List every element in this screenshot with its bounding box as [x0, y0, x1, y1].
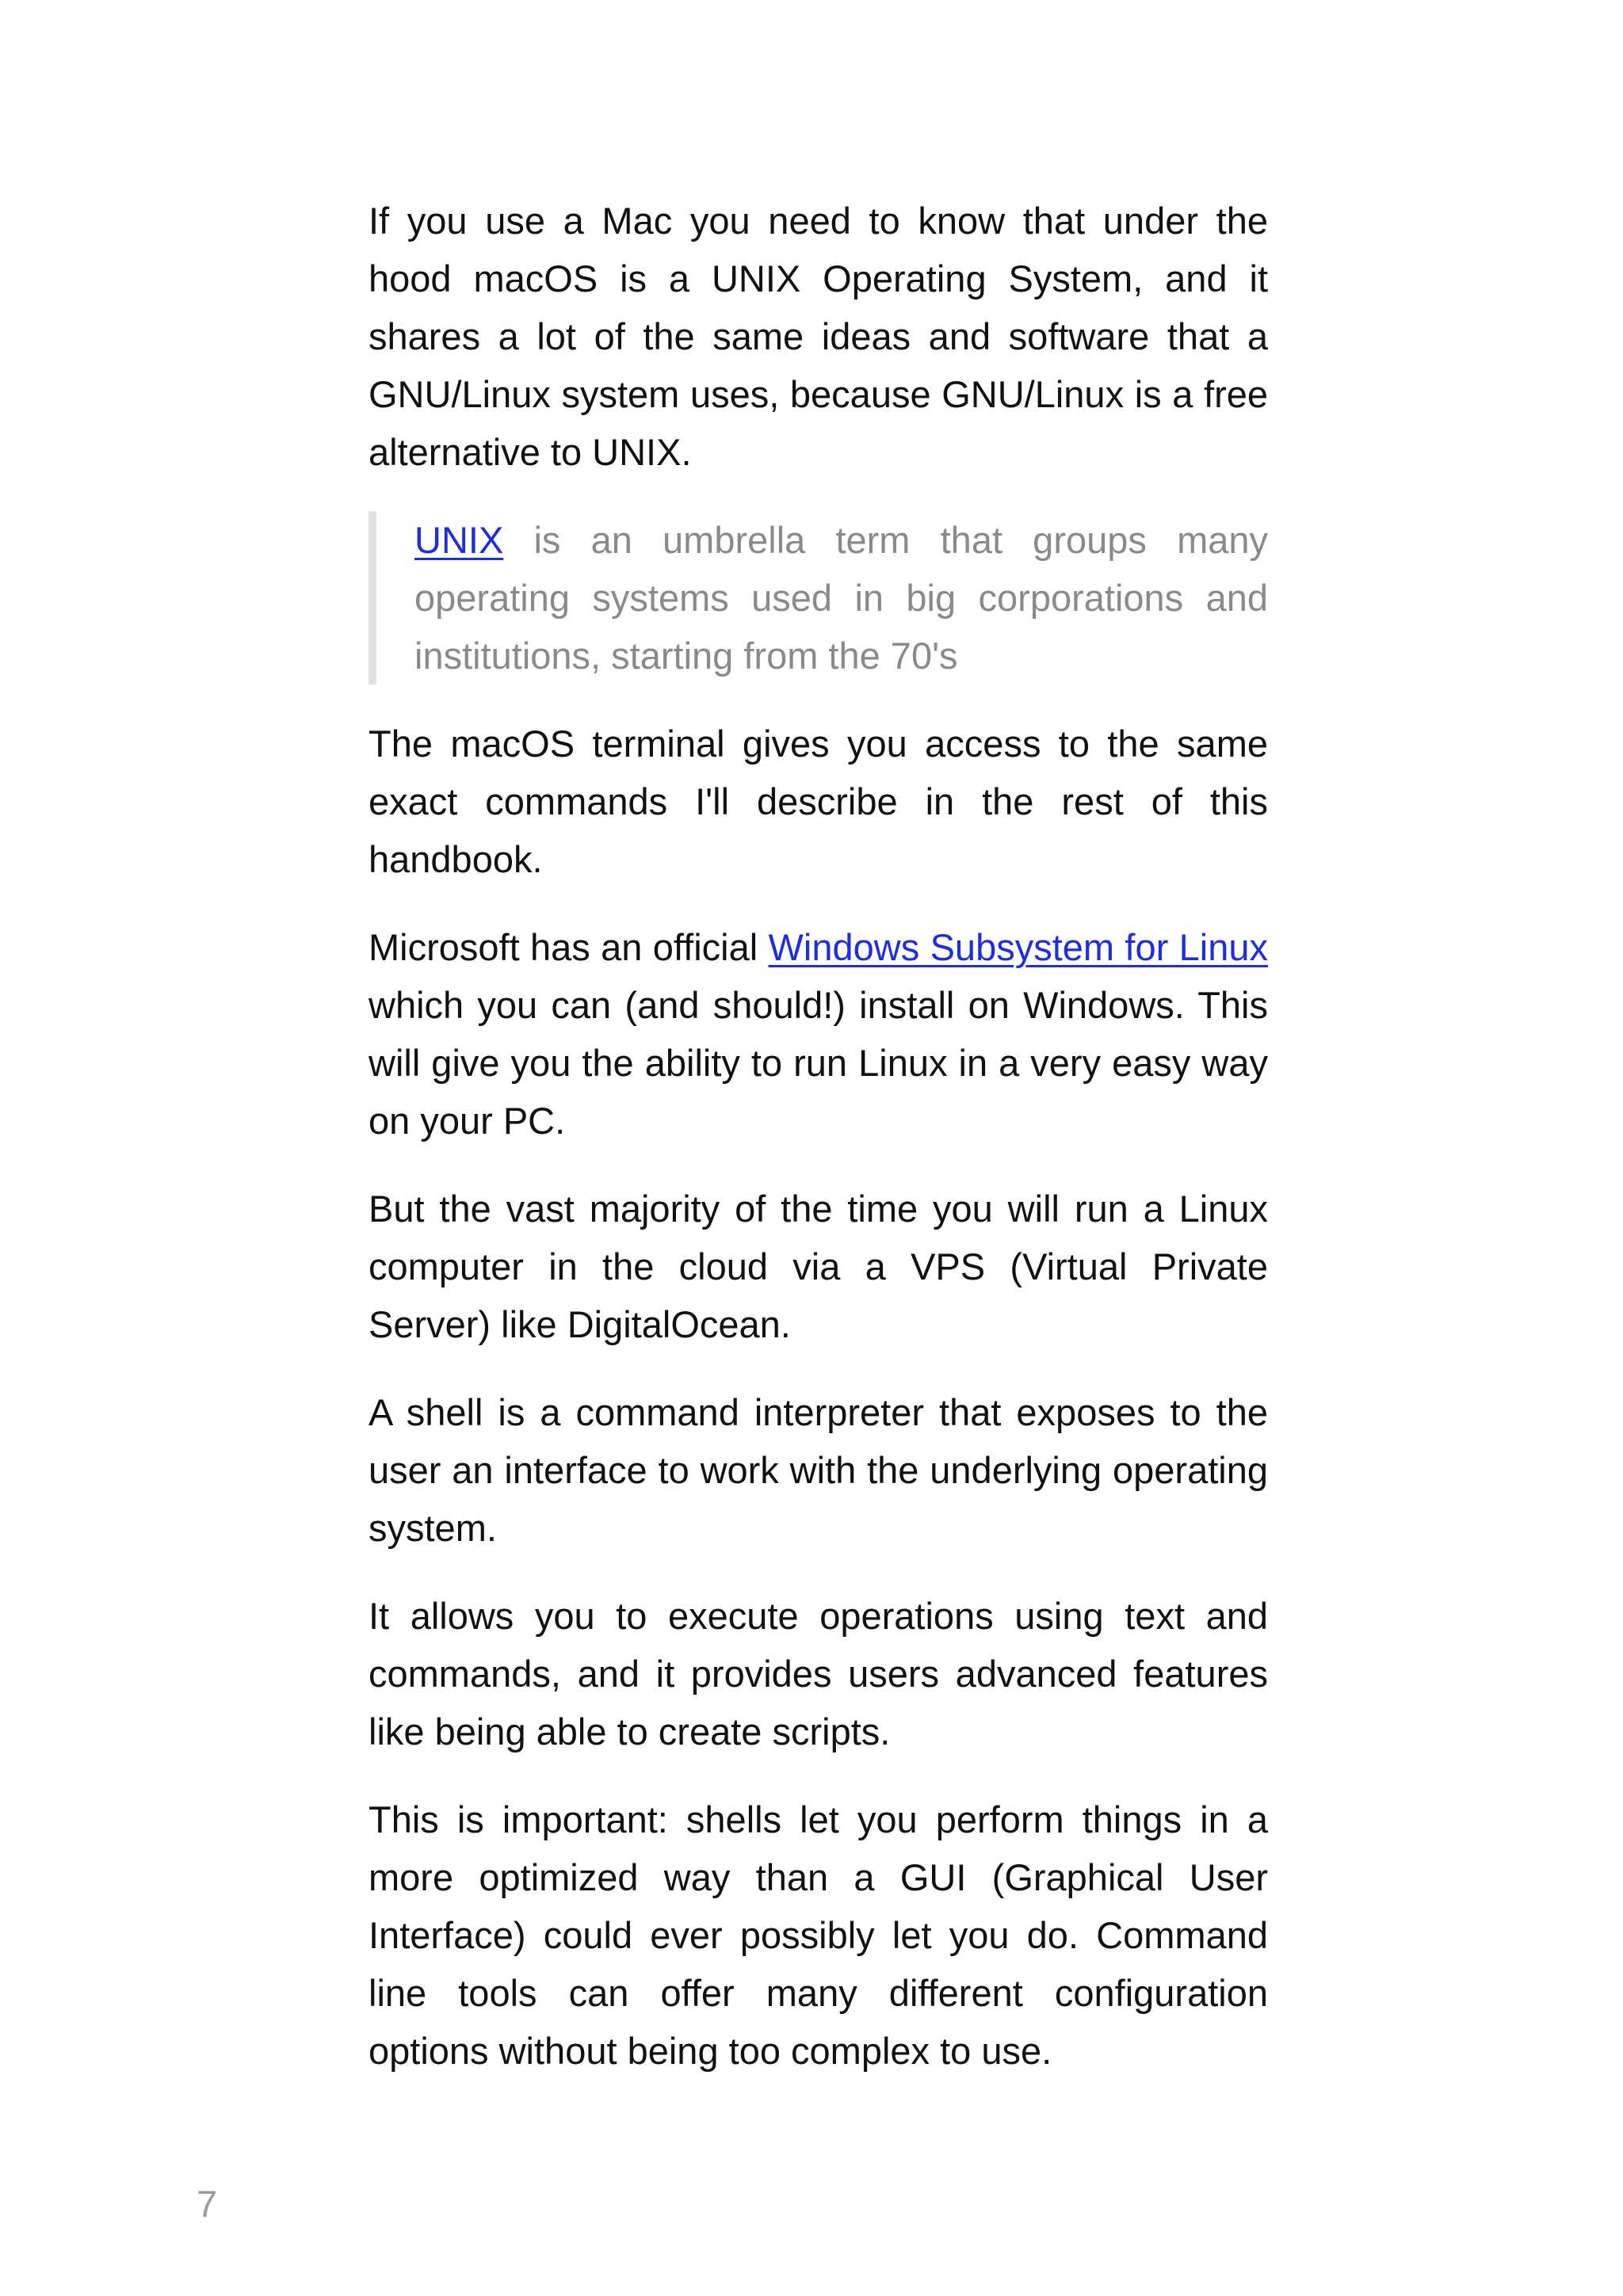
paragraph-wsl: [369, 918, 1268, 1150]
paragraph-shell-importance: This is important: shells let you perform things in a more optimized way than a GUI (Graphical User Interface) could ever possibly let you do. Command line tools can offer many different configuration options without being too complex to use.: [369, 1798, 1268, 2072]
wsl-text-after: which you can (and should!) install on Windows. This will give you the ability to run Linux in a very easy way on your PC.: [369, 984, 1268, 1142]
paragraph-shell-definition: A shell is a command interpreter that exposes to the user an interface to work with the underlying operating system.: [369, 1391, 1268, 1549]
unix-quote-text: is an umbrella term that groups many operating systems used in big corporations and institutions, starting from the 70's: [414, 519, 1268, 677]
unix-blockquote: [369, 511, 1268, 685]
paragraph-mac-unix: If you use a Mac you need to know that under the hood macOS is a UNIX Operating System, and it shares a lot of the same ideas and software that a GNU/Linux system uses, because GNU/Linux is a free alternative to UNIX.: [369, 200, 1268, 473]
page-number: 7: [197, 2183, 218, 2225]
paragraph-macos-terminal: The macOS terminal gives you access to the same exact commands I'll describe in the rest of this handbook.: [369, 723, 1268, 880]
unix-link[interactable]: UNIX: [414, 519, 504, 561]
paragraph-vps: But the vast majority of the time you will run a Linux computer in the cloud via a VPS (Virtual Private Server) like DigitalOcean.: [369, 1188, 1268, 1345]
wsl-text-before: Microsoft has an official: [369, 926, 769, 968]
wsl-link[interactable]: Windows Subsystem for Linux: [768, 926, 1268, 968]
paragraph-shell-features: It allows you to execute operations using text and commands, and it provides users advanced features like being able to create scripts.: [369, 1595, 1268, 1753]
page-content: [369, 192, 1268, 2110]
